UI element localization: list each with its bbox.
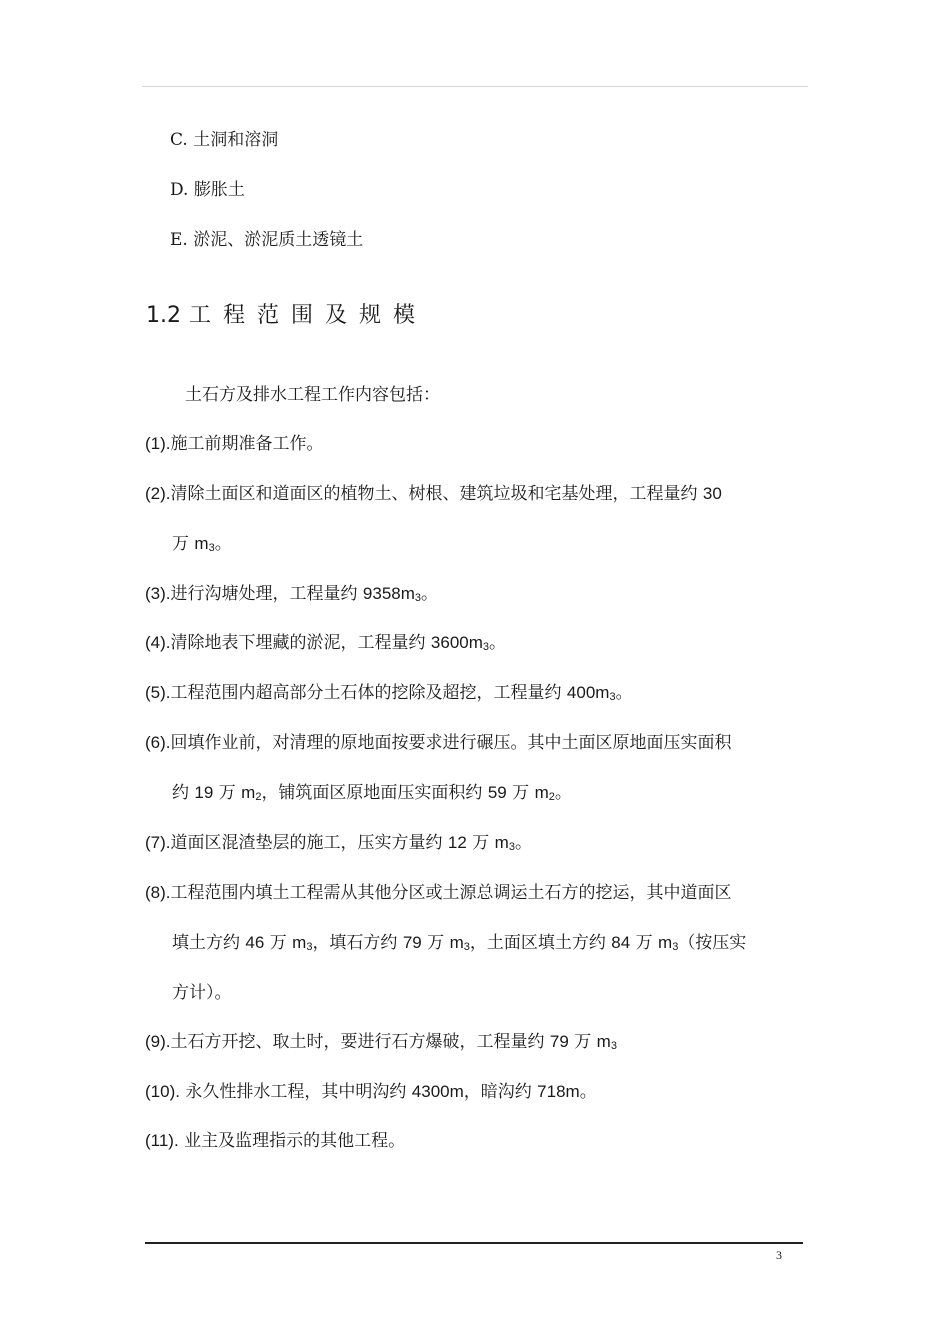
- work-item-line: [145, 882, 732, 904]
- item-text: 道面区混渣垫层的施工，压实方量约 12 万 $m_3$。: [170, 833, 532, 853]
- work-item-line: [172, 782, 572, 808]
- item-text: 回填作业前，对清理的原地面按要求进行碾压。其中土面区原地面压实面积: [170, 733, 732, 753]
- page-number: 3: [776, 1248, 782, 1262]
- option-c: C. 土洞和溶洞: [170, 130, 279, 150]
- section-title: 工程范围及规模: [189, 303, 428, 328]
- work-item-line: [145, 632, 506, 658]
- item-text: 清除地表下埋藏的淤泥，工程量约 $3600m_3$。: [170, 633, 507, 653]
- intro-text: 土石方及排水工程工作内容包括：: [185, 385, 440, 405]
- footer-rule: [145, 1242, 803, 1244]
- work-item-line: [145, 832, 532, 858]
- item-text: 清除土面区和道面区的植物土、树根、建筑垃圾和宅基处理，工程量约 30: [170, 484, 722, 504]
- item-text: 工程范围内超高部分土石体的挖除及超挖，工程量约 $400m_3$。: [170, 683, 633, 703]
- item-number: (3).: [145, 584, 171, 603]
- item-number: (5).: [145, 683, 171, 702]
- item-text: 填土方约 46 万 $m_3$，填石方约 79 万 $m_3$，土面区填土方约 84 万 $m_3$（按压实: [172, 933, 747, 953]
- work-item-line: [145, 1081, 597, 1103]
- item-text: 永久性排水工程，其中明沟约 4300m，暗沟约 718m。: [179, 1082, 597, 1102]
- header-rule: [142, 86, 808, 87]
- item-text: 方计）。: [172, 983, 232, 1003]
- option-d: D. 膨胀土: [170, 180, 245, 200]
- item-number: (6).: [145, 733, 171, 752]
- work-item-line: [172, 982, 232, 1004]
- item-text: 万 $m_3$。: [172, 534, 232, 554]
- work-item-line: [145, 483, 722, 505]
- item-text: 进行沟塘处理，工程量约 $9358m_3$。: [170, 584, 439, 604]
- item-text: 土石方开挖、取土时，要进行石方爆破，工程量约 79 万 $m_3$: [170, 1032, 617, 1052]
- work-item-line: [172, 932, 746, 958]
- item-text: 施工前期准备工作。: [170, 434, 324, 454]
- item-text: 约 19 万 $m_2$，铺筑面区原地面压实面积约 59 万 $m_2$。: [172, 783, 572, 803]
- work-item-line: [145, 732, 732, 754]
- item-number: (2).: [145, 484, 171, 503]
- work-item-line: [145, 583, 438, 609]
- item-number: (7).: [145, 833, 171, 852]
- work-item-line: [172, 533, 232, 559]
- item-number: (4).: [145, 633, 171, 652]
- item-text: 工程范围内填土工程需从其他分区或土源总调运土石方的挖运，其中道面区: [170, 883, 732, 903]
- item-number: (10).: [145, 1082, 180, 1101]
- item-number: (9).: [145, 1032, 171, 1051]
- work-item-line: [145, 682, 633, 708]
- work-item-line: [145, 433, 324, 455]
- item-number: (8).: [145, 883, 171, 902]
- work-item-line: [145, 1130, 405, 1152]
- section-heading: [146, 302, 427, 330]
- option-e: E. 淤泥、淤泥质土透镜土: [170, 230, 364, 250]
- item-text: 业主及监理指示的其他工程。: [178, 1131, 406, 1151]
- work-item-line: [145, 1031, 617, 1057]
- section-number: 1.2: [146, 303, 181, 328]
- item-number: (1).: [145, 434, 171, 453]
- item-number: (11).: [145, 1131, 179, 1150]
